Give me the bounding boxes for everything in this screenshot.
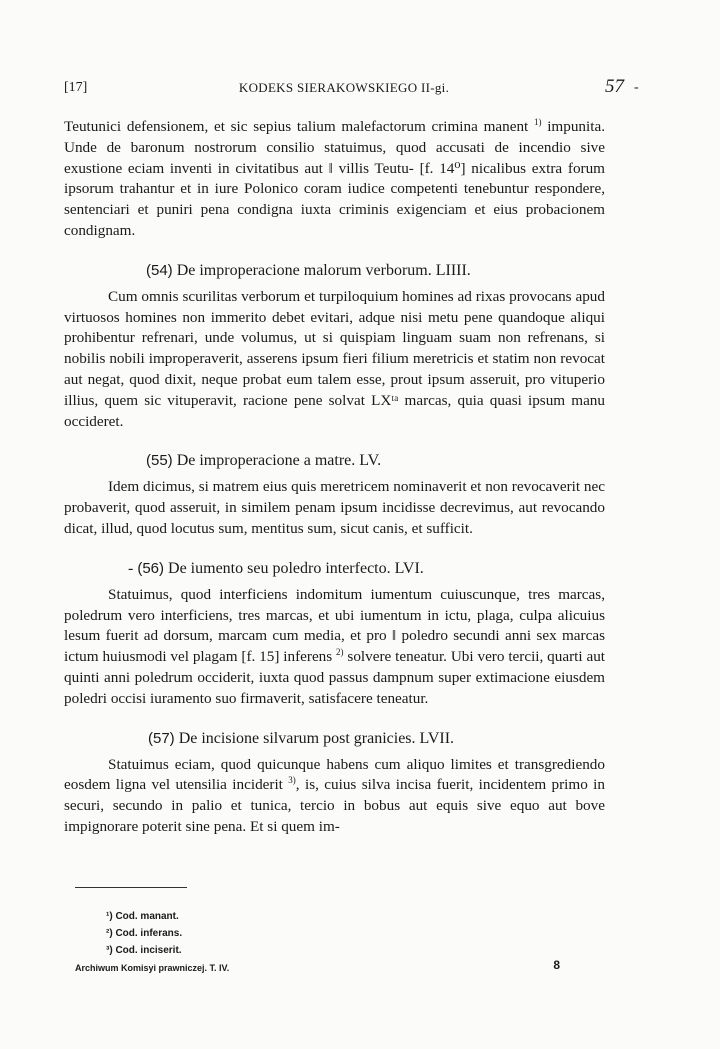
section-text-56: Statuimus, quod interficiens indomitum iumentum cuiuscunque, tres marcas, poledrum vero interficiens, tres marcas, et ubi iumentum in ictu, plaga, culpa alicuius lesum fuerit ad dorsum, marcam cum media, et pro ‖ poledro secundi anni sex marcas ictum huiusmodi vel plagam [f. 15] inferens $^{2)}$ solvere teneatur. Ubi vero tercii, quarti aut quinti anni poledrum occiderit, iuxta quod passus dampnum super extimacione eiusdem poledri occisi iuramento suo firmaverit, satisfacere teneatur.	[64, 585, 606, 707]
header-title: KODEKS SIERAKOWSKIEGO II-gi.	[238, 80, 450, 95]
page-footer	[75, 960, 560, 980]
section-text-57: Statuimus eciam, quod quicunque habens cum aliquo limites et transgrediendo eosdem ligna vel utensilia inciderit $^{3)}$, is, cuius silva incisa fuerit, incidentem primo in securi, secundo in palio et tunica, tercio in bobus aut equis sive equo aut bove impignorare poterit sine pena. Et si quem im-	[64, 755, 605, 835]
section-heading-56: - (56) De iumento seu poledro interfecto. LVI.	[128, 559, 424, 577]
page-body	[64, 117, 605, 838]
stray-mark: -	[634, 80, 639, 95]
page-number: 57	[605, 76, 624, 97]
section-heading-55: (55) De improperacione a matre. LV.	[146, 452, 382, 470]
footnote-ref-3: 3)	[288, 775, 296, 786]
footnote-3: ³) Cod. inciserit.	[106, 945, 182, 956]
footnote-2: ²) Cod. inferans.	[106, 928, 183, 939]
footer-source: Archiwum Komisyi prawniczej. T. IV.	[75, 963, 230, 973]
footnotes	[106, 908, 182, 959]
footnote-ref-1: 1)	[534, 116, 542, 127]
header-section-number: [17]	[64, 80, 88, 95]
running-header	[64, 76, 624, 100]
footnote-1: ¹) Cod. manant.	[106, 911, 179, 922]
section-heading-54: (54) De improperacione malorum verborum. LIIII.	[146, 261, 471, 279]
section-text-54: Cum omnis scurilitas verborum et turpiloquium homines ad rixas provocans apud virtuosos homines non immerito debet evitari, adque nisi metu pene quandoque aliqui prohibentur refrenari, unde volumus, ut si quispiam linguam suam non refrenans, si nobilis nobili improperaverit, asserens ipsum fieri filium meretricis et statim non revocat aut negat, quod dixit, neque probat eum talem esse, prout ipsum asseruit, pro vituperio illius, quem sic vituperavit, racione pene solvat LXᵗᵃ marcas, quia quasi ipsum manu occideret.	[64, 287, 605, 430]
opening-paragraph: Teutunici defensionem, et sic sepius talium malefactorum crimina manent $^{1)}$ impunita. Unde de baronum nostrorum consilio statuimus, quod accusati de incendio sive exustione eciam inventi in civitatibus aut ‖ villis Teutu- [f. 14⁰] nicalibus extra forum ipsorum trahantur et in iure Polonico coram iudice competenti tenebuntur respondere, sentenciari et puniri pena condigna iuxta criminis exigenciam et eius probacionem condignam.	[64, 116, 606, 239]
section-heading-57: (57) De incisione silvarum post granicies. LVII.	[148, 729, 455, 747]
signature-number: 8	[553, 958, 560, 972]
footnote-ref-2: 2)	[336, 647, 344, 658]
footnote-rule	[75, 887, 187, 888]
section-text-55: Idem dicimus, si matrem eius quis meretricem nominaverit et non revocaverit nec probaverit, quod asseruit, in similem penam ipsum incidisse decrevimus, aut revocando dicat, illud, quod locutus sum, mentitus sum, sicut canis, et sufficit.	[64, 478, 605, 537]
